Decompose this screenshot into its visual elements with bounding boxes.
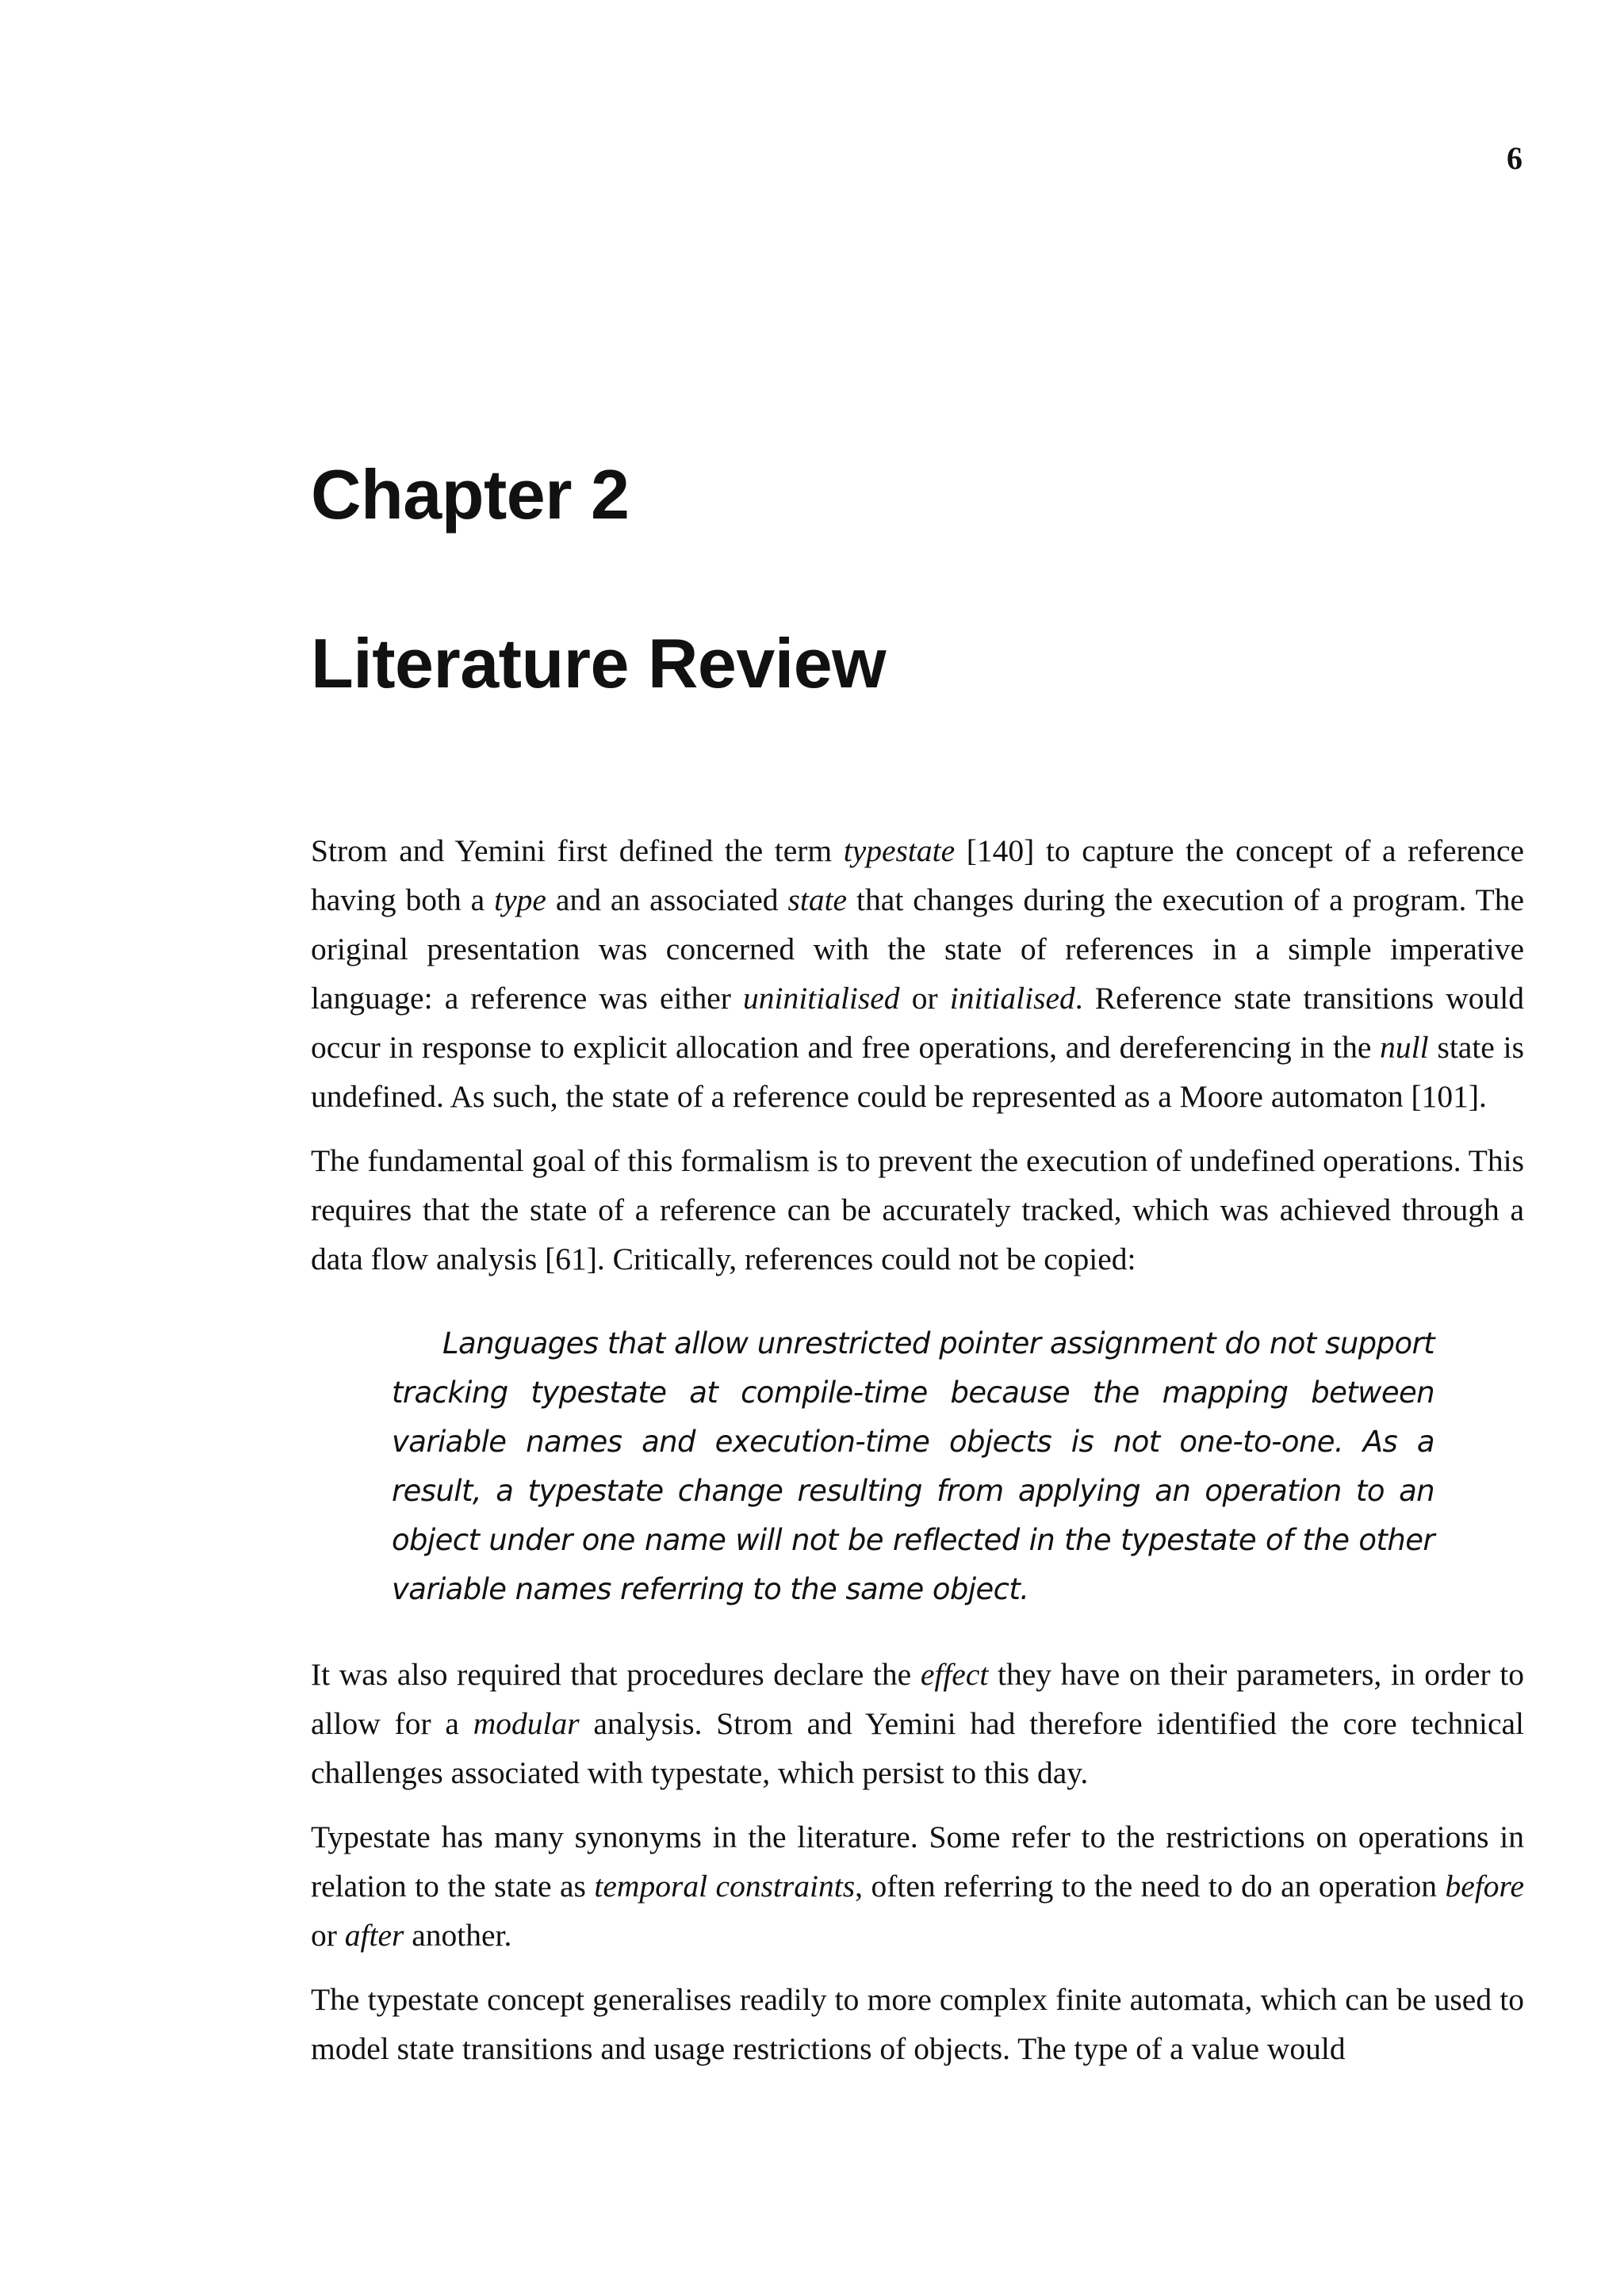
emphasis-effect: effect bbox=[920, 1657, 989, 1692]
text-run: Typestate has many synonyms in the literature. Some refer to the restrictions on operations in relation to the state as bbox=[311, 1820, 1524, 1904]
emphasis-temporal-constraints: temporal constraints bbox=[594, 1869, 856, 1904]
paragraph-3 bbox=[311, 1650, 1524, 1797]
text-run: . Reference state transitions would occur in response to explicit allocation and free operations, and dereferencing in the bbox=[311, 981, 1524, 1065]
text-run: that changes during the execution of a program. The original presentation was concerned with the state of references in a simple imperative language: a reference was either bbox=[311, 882, 1525, 1016]
text-run: Strom and Yemini first defined the term bbox=[311, 833, 844, 868]
text-run: another. bbox=[404, 1918, 512, 1953]
text-run: and an associated bbox=[546, 882, 788, 917]
text-run: or bbox=[311, 1918, 345, 1953]
paragraph-5: The typestate concept generalises readily to more complex finite automata, which can be used to model state transitions and usage restrictions of objects. The type of a value would bbox=[311, 1982, 1524, 2066]
text-run: [140] to capture the concept of a reference having both a bbox=[311, 833, 1525, 917]
text-run: they have on their parameters, in order to allow for a bbox=[311, 1657, 1524, 1741]
text-run: or bbox=[899, 981, 950, 1016]
emphasis-typestate: typestate bbox=[843, 833, 956, 868]
emphasis-state: state bbox=[787, 882, 848, 917]
paragraph-1 bbox=[311, 826, 1524, 1121]
text-run: analysis. Strom and Yemini had therefore identified the core technical challenges associated with typestate, which persist to this day. bbox=[311, 1706, 1524, 1790]
emphasis-after: after bbox=[344, 1918, 404, 1953]
emphasis-before: before bbox=[1445, 1869, 1524, 1904]
paragraph-2: The fundamental goal of this formalism is to prevent the execution of undefined operations. This requires that the state of a reference can be accurately tracked, which was achieved through a data flow analysis [61]. Critically, references could not be copied: bbox=[311, 1143, 1524, 1276]
emphasis-uninitialised: uninitialised bbox=[743, 981, 900, 1016]
emphasis-null: null bbox=[1380, 1030, 1429, 1065]
text-run: state is undefined. As such, the state of a reference could be represented as a Moore automaton [101]. bbox=[311, 1030, 1524, 1114]
text-run: , often referring to the need to do an operation bbox=[855, 1869, 1446, 1904]
chapter-title: Literature Review bbox=[311, 624, 887, 702]
emphasis-initialised: initialised bbox=[949, 981, 1075, 1016]
chapter-label: Chapter 2 bbox=[311, 455, 630, 534]
body-text bbox=[311, 826, 1524, 2088]
emphasis-type: type bbox=[494, 882, 546, 917]
paragraph-4 bbox=[311, 1812, 1524, 1960]
block-quote bbox=[311, 1319, 1524, 1614]
emphasis-modular: modular bbox=[473, 1706, 580, 1741]
page-number: 6 bbox=[1507, 140, 1522, 176]
quote-text: Languages that allow unrestricted pointer assignment do not support tracking typestate at compile-time because the mapping between variable names and execution-time objects is not one-to-one. As a result, a typestate change resulting from applying an operation to an object under one name will not be reflected in the typestate of the other variable names referring to the same object. bbox=[392, 1326, 1434, 1606]
text-run: It was also required that procedures declare the bbox=[311, 1657, 921, 1692]
